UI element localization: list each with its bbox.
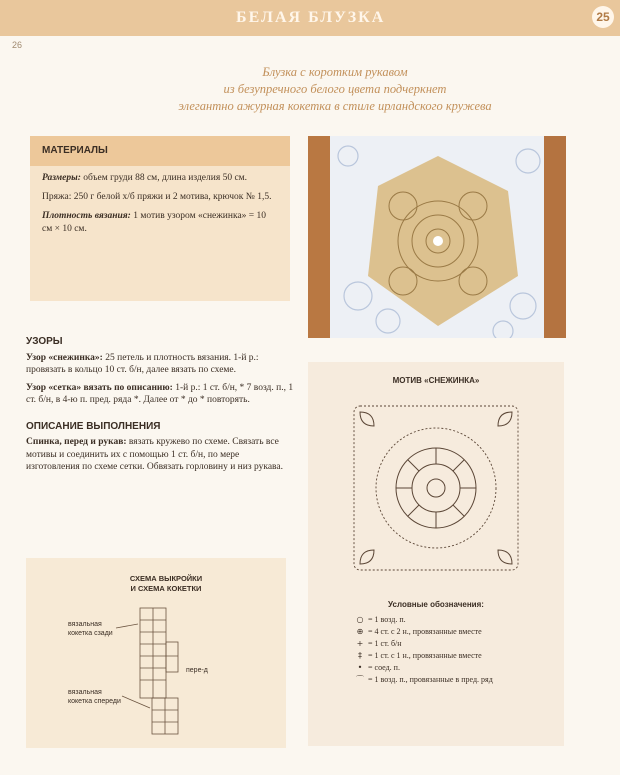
legend-item xyxy=(352,638,542,650)
snowflake-motif-diagram xyxy=(308,390,564,600)
legend-title: Условные обозначения: xyxy=(388,600,484,609)
motif-title: МОТИВ «СНЕЖИНКА» xyxy=(392,376,480,385)
yoke-chart-grid xyxy=(26,558,286,748)
intro-text xyxy=(170,64,500,115)
blouse-photo xyxy=(308,136,566,338)
arc-symbol: ⌒ xyxy=(356,675,364,684)
density-label: Плотность вязания: xyxy=(42,211,131,221)
legend-item xyxy=(352,626,542,638)
yoke-label-bottom: вязальная кокетка спереди xyxy=(68,689,121,705)
description-label: Спинка, перед и рукав: xyxy=(26,437,127,447)
pattern-2-label: Узор «сетка» вязать по описанию: xyxy=(26,382,173,393)
density-text: 1 мотив узором «снежинка» = 10 см × 10 см. xyxy=(42,211,267,234)
legend-text: = 4 ст. с 2 н., провязанные вместе xyxy=(368,627,482,636)
double-crochet-symbol: ‡ xyxy=(358,651,362,660)
size-label: Размеры: xyxy=(42,173,81,183)
intro-line: Блузка с коротким рукавом xyxy=(262,65,408,79)
legend-item xyxy=(352,674,542,686)
pattern-1-label: Узор «снежинка»: xyxy=(26,352,103,363)
legend-item xyxy=(352,650,542,662)
page-mark: 26 xyxy=(12,40,23,50)
patterns-heading: УЗОРЫ xyxy=(26,336,63,347)
page-number: 25 xyxy=(592,6,614,28)
legend-text: = 1 возд. п. xyxy=(368,615,406,624)
materials-yarn: Пряжа: 250 г белой х/б пряжи и 2 мотива, крючок № 1,5. xyxy=(42,192,272,202)
pattern-2 xyxy=(26,382,294,407)
chain-stitch-symbol: ○ xyxy=(356,615,364,624)
cluster-symbol: ⊕ xyxy=(356,627,364,636)
blouse-photo-drawing xyxy=(308,136,566,338)
legend-text: = 1 возд. п., провязанные в пред. ряд xyxy=(368,675,493,684)
legend-item xyxy=(352,662,542,674)
legend xyxy=(352,614,542,686)
legend-text: = 1 ст. с 1 н., провязанные вместе xyxy=(368,651,482,660)
legend-text: = соед. п. xyxy=(368,663,400,672)
yoke-chart-panel xyxy=(26,558,286,748)
yoke-chart-title-line: И СХЕМА КОКЕТКИ xyxy=(130,584,202,593)
page-title: БЕЛАЯ БЛУЗКА xyxy=(236,9,386,26)
materials-heading: МАТЕРИАЛЫ xyxy=(30,136,290,166)
size-text: объем груди 88 см, длина изделия 50 см. xyxy=(83,173,248,183)
yoke-label-right: пере-д xyxy=(186,667,208,674)
legend-text: = 1 ст. б/н xyxy=(368,639,402,648)
motif-panel xyxy=(308,362,564,746)
pattern-1 xyxy=(26,352,294,377)
intro-line: из безупречного белого цвета подчеркнет xyxy=(223,82,447,96)
patterns-section xyxy=(26,336,294,479)
materials-size xyxy=(42,172,278,185)
legend-item xyxy=(352,614,542,626)
description-heading: ОПИСАНИЕ ВЫПОЛНЕНИЯ xyxy=(26,420,161,432)
single-crochet-symbol: + xyxy=(356,639,364,648)
intro-line: элегантно ажурная кокетка в стиле ирландского кружева xyxy=(178,99,492,113)
pattern-2-text: 1-й р.: 1 ст. б/н, * 7 возд. п., 1 ст. б/н, в 4-ю п. пред. ряда *. Далее от * до * повторять. xyxy=(26,382,294,405)
slip-stitch-symbol: • xyxy=(357,663,363,672)
materials-box xyxy=(30,136,290,301)
materials-density xyxy=(42,210,278,236)
yoke-label-top: вязальная кокетка сзади xyxy=(68,621,113,637)
description-text xyxy=(26,436,294,474)
description-body: вязать кружево по схеме. Связать все мотивы и соединить их с помощью 1 ст. б/н, по мере изготовления по схеме сетки. Обвязать горловину и низ рукава. xyxy=(26,437,283,472)
yoke-chart-title-line: СХЕМА ВЫКРОЙКИ xyxy=(129,574,203,583)
pattern-1-text: 25 петель и плотность вязания. 1-й р.: провязать в кольцо 10 ст. б/н, далее вязать по схеме. xyxy=(26,352,259,375)
